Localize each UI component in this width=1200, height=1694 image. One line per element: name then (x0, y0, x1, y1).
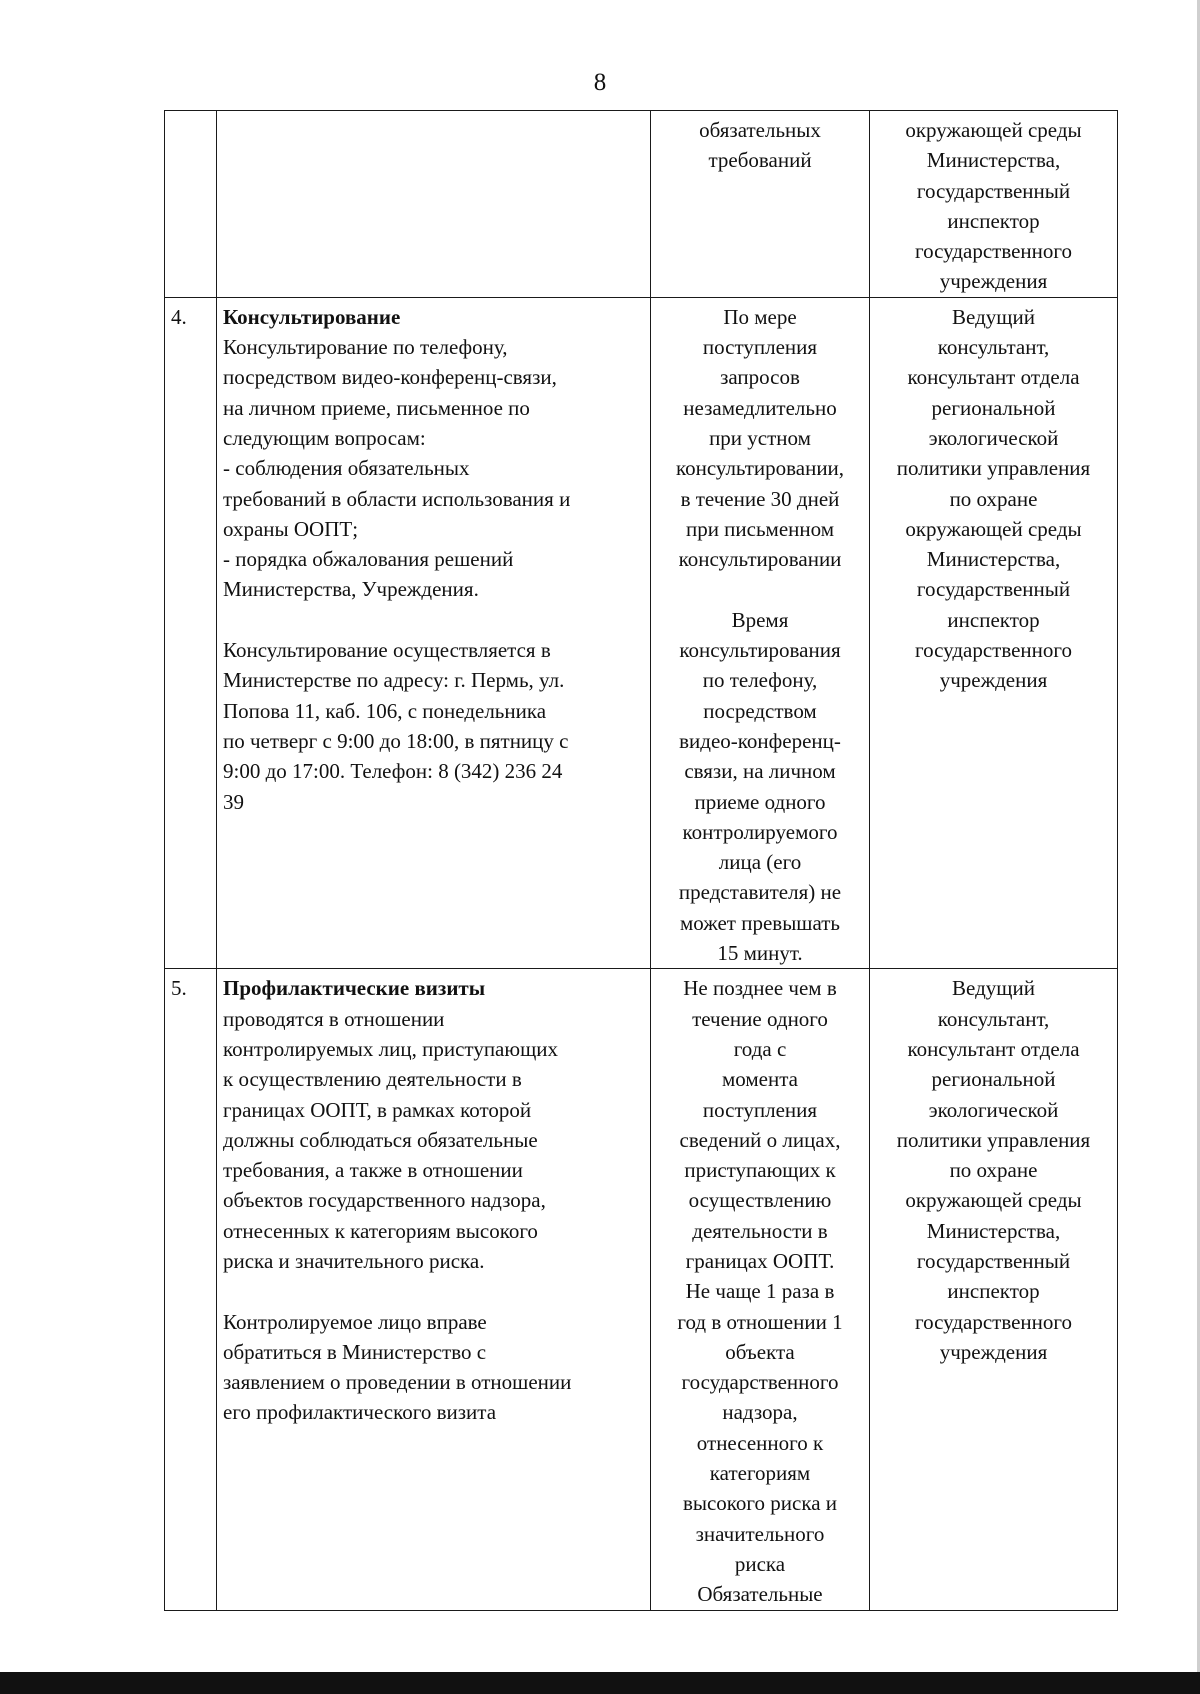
table-row (165, 111, 1118, 298)
row-activity (217, 111, 651, 298)
description-line: контролируемых лиц, приступающих (223, 1036, 558, 1061)
responsible-line: экологической (928, 1097, 1059, 1122)
responsible-line: Ведущий (952, 304, 1035, 329)
term-line: запросов (720, 365, 800, 390)
row-number (165, 297, 217, 969)
responsible-line: региональной (931, 395, 1056, 420)
term-line: Время (731, 607, 789, 632)
term-line: приступающих к (684, 1158, 836, 1183)
row-number-text: 4. (171, 304, 187, 329)
description-line: должны соблюдаться обязательные (223, 1127, 538, 1152)
term-line: незамедлительно (683, 395, 837, 420)
term-line: лица (его (718, 850, 802, 875)
description-line: 9:00 до 17:00. Телефон: 8 (342) 236 24 (223, 759, 563, 784)
term-line: объекта (725, 1339, 795, 1364)
description-line: Попова 11, каб. 106, с понедельника (223, 698, 547, 723)
term-line: обязательных (699, 118, 821, 142)
responsible-line: учреждения (939, 668, 1048, 693)
row-activity (217, 297, 651, 969)
term-line: консультирования (679, 638, 841, 663)
term-line: посредством (703, 698, 817, 723)
row-number (165, 111, 217, 298)
term-line: категориям (709, 1461, 811, 1486)
description-line: отнесенных к категориям высокого (223, 1218, 538, 1243)
table-row (165, 297, 1118, 969)
row-responsible (870, 297, 1118, 969)
responsible-line: инспектор (947, 208, 1040, 233)
description-line: Консультирование по телефону, (223, 335, 508, 360)
row-title: Консультирование (223, 304, 401, 329)
responsible-line: государственного (914, 239, 1073, 264)
description-line: его профилактического визита (223, 1400, 497, 1425)
description-line: следующим вопросам: (223, 425, 426, 450)
description-line: к осуществлению деятельности в (223, 1067, 522, 1092)
description-line: посредством видео-конференц-связи, (223, 365, 557, 390)
term-line: сведений о лицах, (679, 1127, 841, 1152)
responsible-line: окружающей среды (905, 118, 1082, 142)
description-line: охраны ООПТ; (223, 516, 359, 541)
row-activity (217, 969, 651, 1610)
blank-line (223, 605, 644, 635)
term-line: может превышать (679, 910, 841, 935)
term-line: риска (734, 1551, 786, 1576)
term-line: в течение 30 дней (680, 486, 840, 511)
description-line: риска и значительного риска. (223, 1248, 485, 1273)
term-line: отнесенного к (696, 1430, 824, 1455)
row-responsible (870, 111, 1118, 298)
responsible-line: Ведущий (952, 976, 1035, 1001)
term-line: государственного (681, 1370, 839, 1395)
responsible-line: Министерства, (926, 148, 1061, 173)
responsible-line: политики управления (896, 456, 1091, 481)
responsible-line: инспектор (947, 607, 1040, 632)
row-term (651, 969, 870, 1610)
term-line: надзора, (722, 1400, 798, 1425)
term-line: Не чаще 1 раза в (685, 1279, 835, 1304)
row-term (651, 297, 870, 969)
term-line: требований (708, 148, 812, 173)
responsible-line: Министерства, (926, 1218, 1061, 1243)
term-line: Не позднее чем в (683, 976, 837, 1001)
measures-table (164, 110, 1118, 1611)
description-line: на личном приеме, письменное по (223, 395, 530, 420)
term-line: при устном (709, 425, 811, 450)
responsible-line: Министерства, (926, 547, 1061, 572)
term-line: По мере (723, 304, 797, 329)
term-line: приеме одного (694, 789, 826, 814)
responsible-line: инспектор (947, 1279, 1040, 1304)
responsible-line: государственный (916, 1248, 1071, 1273)
description-line: 39 (223, 789, 244, 814)
description-line: проводятся в отношении (223, 1006, 445, 1031)
term-line: значительного (695, 1521, 825, 1546)
responsible-line: учреждения (939, 269, 1048, 294)
responsible-line: региональной (931, 1067, 1056, 1092)
responsible-line: консультант, (937, 1006, 1050, 1031)
term-line: деятельности в (692, 1218, 828, 1243)
responsible-line: государственный (916, 178, 1071, 203)
term-line: 15 минут. (717, 941, 803, 966)
term-line: поступления (702, 1097, 818, 1122)
term-line: представителя) не (678, 880, 842, 905)
description-line: Министерстве по адресу: г. Пермь, ул. (223, 668, 565, 693)
term-line: контролируемого (682, 819, 838, 844)
term-line: осуществлению (688, 1188, 832, 1213)
term-line: год в отношении 1 (677, 1309, 843, 1334)
description-line: Министерства, Учреждения. (223, 577, 479, 602)
description-line: границах ООПТ, в рамках которой (223, 1097, 532, 1122)
responsible-line: политики управления (896, 1127, 1091, 1152)
responsible-line: учреждения (939, 1339, 1048, 1364)
blank-line (657, 574, 863, 604)
responsible-line: государственный (916, 577, 1071, 602)
description-line: Консультирование осуществляется в (223, 638, 551, 663)
term-line: Обязательные (697, 1582, 823, 1607)
term-line: поступления (702, 335, 818, 360)
description-line: объектов государственного надзора, (223, 1188, 546, 1213)
row-title: Профилактические визиты (223, 976, 486, 1001)
scan-edge (0, 1672, 1200, 1694)
row-responsible (870, 969, 1118, 1610)
description-line: по четверг с 9:00 до 18:00, в пятницу с (223, 728, 569, 753)
term-line: высокого риска и (682, 1491, 838, 1516)
responsible-line: окружающей среды (905, 516, 1082, 541)
row-number (165, 969, 217, 1610)
responsible-line: консультант отдела (907, 365, 1080, 390)
term-line: границах ООПТ. (685, 1248, 835, 1273)
page-number: 8 (593, 69, 607, 96)
description-line: требования, а также в отношении (223, 1158, 523, 1183)
row-number-text: 5. (171, 976, 187, 1001)
description-line: заявлением о проведении в отношении (223, 1370, 572, 1395)
row-term (651, 111, 870, 298)
term-line: консультировании, (675, 456, 845, 481)
responsible-line: консультант отдела (907, 1036, 1080, 1061)
term-line: течение одного (692, 1006, 828, 1031)
term-line: связи, на личном (684, 759, 836, 784)
description-line: требований в области использования и (223, 486, 571, 511)
description-line: Контролируемое лицо вправе (223, 1309, 487, 1334)
responsible-line: окружающей среды (905, 1188, 1082, 1213)
responsible-line: по охране (949, 1158, 1038, 1183)
term-line: года с (733, 1036, 787, 1061)
blank-line (223, 1276, 644, 1306)
table-row (165, 969, 1118, 1610)
responsible-line: консультант, (937, 335, 1050, 360)
description-line: - соблюдения обязательных (223, 456, 470, 481)
description-line: - порядка обжалования решений (223, 547, 514, 572)
term-line: по телефону, (702, 668, 818, 693)
term-line: видео-конференц- (679, 728, 841, 753)
responsible-line: по охране (949, 486, 1038, 511)
term-line: консультировании (678, 547, 842, 572)
term-line: при письменном (685, 516, 835, 541)
responsible-line: государственного (914, 638, 1073, 663)
term-line: момента (722, 1067, 798, 1092)
description-line: обратиться в Министерство с (223, 1339, 487, 1364)
responsible-line: экологической (928, 425, 1059, 450)
responsible-line: государственного (914, 1309, 1073, 1334)
